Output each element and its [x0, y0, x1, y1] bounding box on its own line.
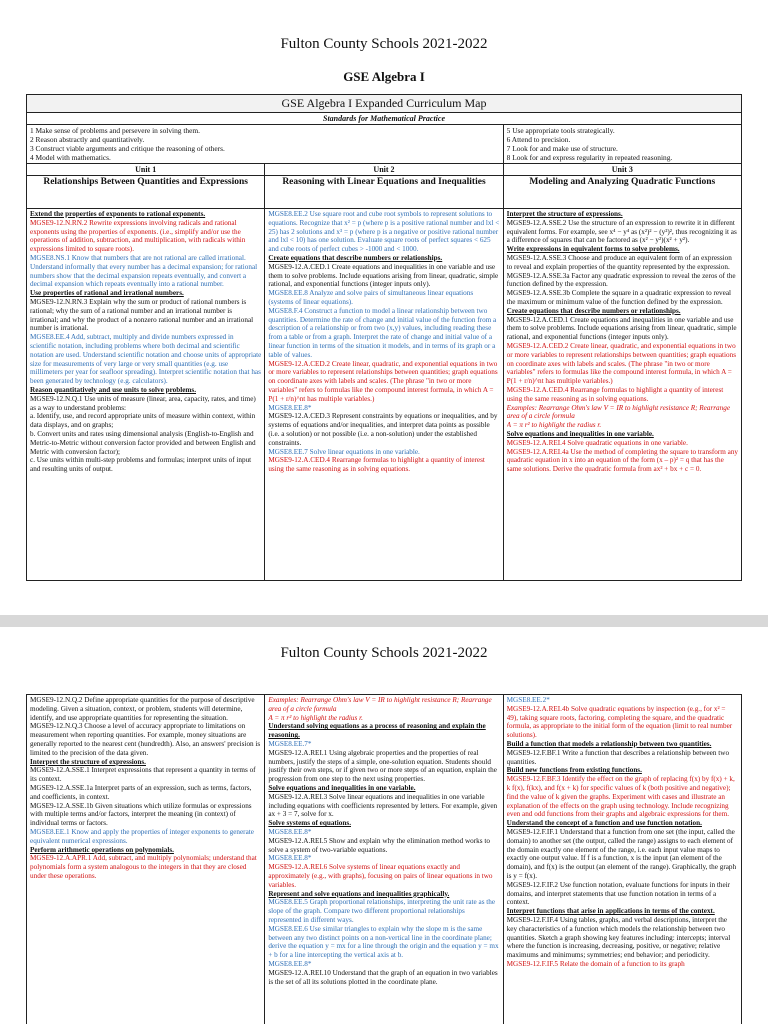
practice-item: 2 Reason abstractly and quantitatively. — [30, 135, 145, 144]
section-heading: MGSE8.EE.8* — [268, 827, 312, 836]
section-heading: Interpret functions that arise in applications in terms of the context. — [506, 907, 715, 916]
section-heading: Build a function that models a relationship between two quantities. — [506, 739, 712, 748]
practice-item: 7 Look for and make use of structure. — [506, 144, 618, 153]
section-heading: Create equations that describe numbers or relationships. — [268, 253, 443, 262]
standard-text: MGSE9-12.A.REI.5 Show and explain why the elimination method works to solve a system of two-variable equations. — [268, 836, 490, 854]
section-heading: MGSE8.EE.8* — [268, 959, 312, 968]
standards-list — [30, 696, 261, 1024]
standard-text: MGSE9-12.A.CED.1 Create equations and inequalities in one variable and use them to solve problems. Include equations arising from linear, quadratic, simple rational, and exponential functions (integer inputs only). — [268, 262, 499, 289]
practice-item: 4 Model with mathematics. — [30, 153, 111, 162]
section-heading: Interpret the structure of expressions. — [30, 757, 146, 766]
practice-item: 8 Look for and express regularity in repeated reasoning. — [506, 153, 673, 162]
practice-item: 6 Attend to precision. — [506, 135, 571, 144]
standard-text: MGSE9-12.A.REI.4a Use the method of completing the square to transform any quadratic equation in x into an equation of the form (x – p)² = q that has the same solutions. Derive the quadratic formula from ax² + bx + c = 0. — [506, 447, 738, 474]
section-heading: Understand the concept of a function and use function notation. — [506, 819, 702, 828]
section-heading: Interpret the structure of expressions. — [506, 210, 623, 218]
standards-list — [30, 210, 261, 579]
section-heading: Represent and solve equations and inequalities graphically. — [268, 889, 450, 898]
unit-2-title: Reasoning with Linear Equations and Inequalities — [265, 176, 503, 209]
standard-text: MGSE9-12.A.REI.4b Solve quadratic equations by inspection (e.g., for x² = 49), taking square roots, factoring, completing the square, and the quadratic formula, as appropriate to the initial form of the equation (limit to real number solutions). — [506, 704, 733, 740]
standards-heading: Standards for Mathematical Practice — [27, 113, 742, 125]
section-heading: MGSE8.EE.2 Use square root and cube root symbols to represent solutions to equations. Recognize that x² = p (where p is a positive rational number and lxl < 25) has 2 solutions and x³ = p (where p is a negative or positive rational number and lxl < 10) has one solution. Evaluate square roots of perfect squares < 625 and cube roots of perfect cubes > -1000 and < 1000. — [268, 210, 500, 254]
unit-1-standards — [27, 695, 265, 1024]
standard-text: MGSE9-12.A.REI.6 Solve systems of linear equations exactly and approximately (e.g., with graphs), focusing on pairs of linear equations in two variables. — [268, 863, 493, 889]
standard-text: MGSE9-12.F.BF.1 Write a function that describes a relationship between two quantities. — [506, 748, 730, 766]
standard-text: MGSE9-12.A.CED.2 Create linear, quadratic, and exponential equations in two or more variables to represent relationships between quantities; graph equations on coordinate axes with labels and scales. (The phrase "in two or more variables" refers to formulas like the compound interest formula, in which A = P(1 + r/n)^nt has multiple variables.) — [506, 341, 736, 386]
unit-3-standards — [503, 209, 741, 581]
standard-text: MGSE9-12.A.REI.10 Understand that the graph of an equation in two variables is the set of all its solutions plotted in the coordinate plane. — [268, 968, 498, 986]
section-heading: Write expressions in equivalent forms to solve problems. — [506, 245, 680, 254]
course-title: GSE Algebra I — [343, 69, 425, 84]
unit-2-standards — [265, 209, 503, 581]
unit-3-number: Unit 3 — [503, 164, 741, 176]
section-heading: Understand solving equations as a process of reasoning and explain the reasoning. — [268, 722, 486, 740]
standard-text: c. Use units within multi-step problems and formulas; interpret units of input and resulting units of output. — [30, 456, 252, 474]
standard-text: MGSE9-12.A.SSE.3a Factor any quadratic expression to reveal the zeros of the function defined by the expression. — [506, 271, 736, 289]
map-title: GSE Algebra I Expanded Curriculum Map — [27, 95, 742, 113]
section-heading: Solve systems of equations. — [268, 819, 351, 828]
section-heading: Solve equations and inequalities in one variable. — [506, 429, 654, 438]
standard-text: MGSE9-12.A.SSE.1a Interpret parts of an expression, such as terms, factors, and coefficients, in context. — [30, 783, 252, 801]
standard-text: MGSE9-12.A.CED.3 Represent constraints by equations or inequalities, and by systems of equations and/or inequalities, and interpret data points as possible (i.e. a solution) or not possible (i.e. a non-solution) under the established constraints. — [268, 412, 498, 447]
standard-text: MGSE9-12.F.IF.2 Use function notation, evaluate functions for inputs in their domains, and interpret statements that use function notation in terms of a context. — [506, 880, 731, 907]
practice-item: 1 Make sense of problems and persevere in solving them. — [30, 126, 200, 135]
standard-text: MGSE9-12.A.REI.1 Using algebraic properties and the properties of real numbers, justify the steps of a simple, one-solution equation. Students should justify their own steps, or if given two or more steps of an equation, explain the progression from one step to the next using properties. — [268, 748, 497, 784]
standard-text: MGSE9-12.N.RN.3 Explain why the sum or product of rational numbers is rational; why the sum of a rational number and an irrational number is irrational; and why the product of a nonzero rational number and an irrational number is irrational. — [30, 297, 254, 333]
standard-text: MGSE9-12.A.SSE.3b Complete the square in a quadratic expression to reveal the maximum or minimum value of the function defined by the expression. — [506, 289, 732, 306]
standard-text: MGSE9-12.A.SSE.3 Choose and produce an equivalent form of an expression to reveal and explain properties of the quantity represented by the expression. — [506, 253, 732, 271]
standard-text: Examples: Rearrange Ohm's law V = IR to highlight resistance R; Rearrange area of a circle formula — [268, 696, 492, 713]
section-heading: MGSE8.EE.8 Analyze and solve pairs of simultaneous linear equations (systems of linear equations). — [268, 289, 474, 306]
standard-text: MGSE9-12.F.IF.5 Relate the domain of a function to its graph — [506, 959, 685, 968]
practices-left — [27, 125, 504, 164]
standard-text: MGSE9-12.A.CED.2 Create linear, quadratic, and exponential equations in two or more variables to represent relationships between quantities; graph equations on coordinate axes with labels and scales. (The phrase "in two or more variables" refers to formulas like the compound interest formula, in which A = P(1 + r/n)^nt has multiple variables.) — [268, 359, 498, 403]
section-heading: Create equations that describe numbers or relationships. — [506, 306, 681, 315]
section-heading: MGSE8.EE.5 Graph proportional relationships, interpreting the unit rate as the slope of the graph. Compare two different proportional relationships represented in different ways. — [268, 898, 496, 924]
curriculum-map-table-continued — [26, 694, 742, 1024]
curriculum-map-table — [26, 94, 742, 581]
section-heading: MGSE8.NS.1 Know that numbers that are not rational are called irrational. Understand informally that every number has a decimal expansion; for rational numbers show that the decimal expansion repeats eventually, and convert a decimal expansion which repeats eventually into a rational number. — [30, 253, 258, 289]
standard-text: MGSE9-12.A.CED.4 Rearrange formulas to highlight a quantity of interest using the same reasoning as in solving equations. — [506, 385, 724, 403]
standard-text: MGSE9-12.A.APR.1 Add, subtract, and multiply polynomials; understand that polynomials form a system analogous to the integers in that they are closed under these operations. — [30, 854, 257, 880]
section-heading: MGSE8.EE.4 Add, subtract, multiply and divide numbers expressed in scientific notation, including problems where both decimal and scientific notation are used. Understand scientific notation and choose units of appropriate size for measurements of very large or very small quantities (e.g. use millimeters per year for seafloor spreading). Interpret scientific notation that has been generated by technology (e.g. calculators). — [30, 333, 262, 386]
standard-text: MGSE9-12.N.Q.3 Choose a level of accuracy appropriate to limitations on measurement when reporting quantities. For example, money situations are generally reported to the nearest cent (hundredth). Also, an answers' precision is limited to the precision of the data given. — [30, 722, 261, 757]
unit-2-number: Unit 2 — [265, 164, 503, 176]
section-heading: Build new functions from existing functions. — [506, 766, 642, 775]
standards-list — [268, 210, 499, 579]
page-separator — [0, 615, 768, 627]
standard-text: a. Identify, use, and record appropriate units of measure within context, within data displays, and on graphs; — [30, 412, 256, 430]
section-heading: MGSE8.EE.8* — [268, 403, 312, 412]
standard-text: MGSE9-12.A.SSE.2 Use the structure of an expression to rewrite it in different equivalent forms. For example, see x⁴ − y⁴ as (x²)² − (y²)², thus recognizing it as a difference of squares that can be factored as (x² − y²)(x² + y²). — [506, 218, 737, 245]
section-heading: MGSE8.EE.7 Solve linear equations in one variable. — [268, 447, 420, 456]
standard-text: MGSE9-12.A.CED.4 Rearrange formulas to highlight a quantity of interest using the same reasoning as in solving equations. — [268, 456, 485, 474]
section-heading: Use properties of rational and irrational numbers. — [30, 289, 184, 298]
standards-list — [268, 696, 499, 1024]
standard-text: MGSE9-12.A.SSE.1b Given situations which utilize formulas or expressions with multiple terms and/or factors, interpret the meaning (in context) of individual terms or factors. — [30, 801, 252, 828]
unit-3-title: Modeling and Analyzing Quadratic Functions — [503, 176, 741, 209]
school-header: Fulton County Schools 2021-2022 — [280, 645, 488, 661]
standard-text: MGSE9-12.N.Q.1 Use units of measure (linear, area, capacity, rates, and time) as a way to understand problems: — [30, 394, 256, 412]
unit-1-number: Unit 1 — [27, 164, 265, 176]
standard-text: MGSE9-12.A.REI.4 Solve quadratic equations in one variable. — [506, 438, 688, 447]
section-heading: Perform arithmetic operations on polynomials. — [30, 845, 174, 854]
standard-text: MGSE9-12.F.BF.3 Identify the effect on the graph of replacing f(x) by f(x) + k, k f(x), f(kx), and f(x + k) for specific values of k (both positive and negative); find the value of k given the graphs. Experiment with cases and illustrate an explanation of the effects on the graph using technology. Include recognizing even and odd functions from their graphs and algebraic expressions for them. — [506, 775, 735, 819]
standard-text: MGSE9-12.F.IF.1 Understand that a function from one set (the input, called the domain) to another set (the output, called the range) assigns to each element of the domain exactly one element of the range, i.e. each input value maps to exactly one output value. If f is a function, x is the input (an element of the domain), and f(x) is the output (an element of the range). Graphically, the graph is y = f(x). — [506, 827, 737, 880]
unit-1-title: Relationships Between Quantities and Expressions — [27, 176, 265, 209]
section-heading: Extend the properties of exponents to rational exponents. — [30, 210, 206, 218]
section-heading: MGSE8.EE.1 Know and apply the properties of integer exponents to generate equivalent numerical expressions. — [30, 827, 254, 845]
school-header: Fulton County Schools 2021-2022 — [280, 36, 488, 52]
standard-text: MGSE9-12.A.REI.3 Solve linear equations and inequalities in one variable including equations with coefficients represented by letters. For example, given ax + 3 = 7, solve for x. — [268, 792, 498, 819]
standard-text: MGSE9-12.F.IF.4 Using tables, graphs, and verbal descriptions, interpret the key characteristics of a function which models the relationship between two quantities. Sketch a graph showing key features including: intercepts; interval where the function is increasing, decreasing, positive, or negative; relative maximums and minimums; symmetries; end behavior; and periodicity. — [506, 915, 731, 960]
unit-3-standards — [503, 695, 741, 1024]
practice-item: 3 Construct viable arguments and critique the reasoning of others. — [30, 144, 225, 153]
section-heading: MGSE8.EE.2* — [506, 696, 550, 704]
standards-list — [507, 210, 738, 579]
practices-right — [503, 125, 741, 164]
document-page-2 — [0, 627, 768, 1024]
standard-text: MGSE9-12.N.RN.2 Rewrite expressions involving radicals and rational exponents using the properties of exponents. (i.e., simplify and/or use the operations of addition, subtraction, and multiplication, with radicals within expressions limited to square roots). — [30, 218, 246, 254]
unit-2-standards — [265, 695, 503, 1024]
section-heading: Solve equations and inequalities in one variable. — [268, 783, 416, 792]
standard-text: b. Convert units and rates using dimensional analysis (English-to-English and Metric-to-Metric without conversion factor provided and between English and Metric with conversion factor); — [30, 429, 256, 456]
standard-text: A = π r² to highlight the radius r. — [506, 421, 602, 430]
standards-list — [507, 696, 738, 1024]
standard-text: Examples: Rearrange Ohm's law V = IR to highlight resistance R; Rearrange area of a circle formula — [506, 403, 731, 421]
practice-item: 5 Use appropriate tools strategically. — [506, 126, 615, 135]
standard-text: MGSE9-12.A.CED.1 Create equations and inequalities in one variable and use them to solve problems. Include equations arising from linear, quadratic, simple rational, and exponential functions (integer inputs only). — [506, 315, 737, 342]
section-heading: Reason quantitatively and use units to solve problems. — [30, 385, 197, 394]
standard-text: A = π r² to highlight the radius r. — [268, 713, 363, 722]
unit-1-standards — [27, 209, 265, 581]
section-heading: MGSE8.F.4 Construct a function to model a linear relationship between two quantities. Determine the rate of change and initial value of the function from a description of a relationship or from two (x,y) values, including reading these from a table or from a graph. Interpret the rate of change and initial value of a linear function in terms of the situation it models, and in terms of its graph or a table of values. — [268, 306, 497, 359]
section-heading: MGSE8.EE.6 Use similar triangles to explain why the slope m is the same between any two distinct points on a non-vertical line in the coordinate plane; derive the equation y = mx for a line through the origin and the equation y = mx + b for a line intercepting the vertical axis at b. — [268, 924, 499, 960]
standard-text: MGSE9-12.A.SSE.1 Interpret expressions that represent a quantity in terms of its context. — [30, 766, 256, 784]
standard-text: MGSE9-12.N.Q.2 Define appropriate quantities for the purpose of descriptive modeling. Given a situation, context, or problem, students will determine, identify, and use appropriate quantities for representing the situation. — [30, 696, 255, 722]
section-heading: MGSE8.EE.7* — [268, 739, 312, 748]
section-heading: MGSE8.EE.8* — [268, 854, 312, 863]
